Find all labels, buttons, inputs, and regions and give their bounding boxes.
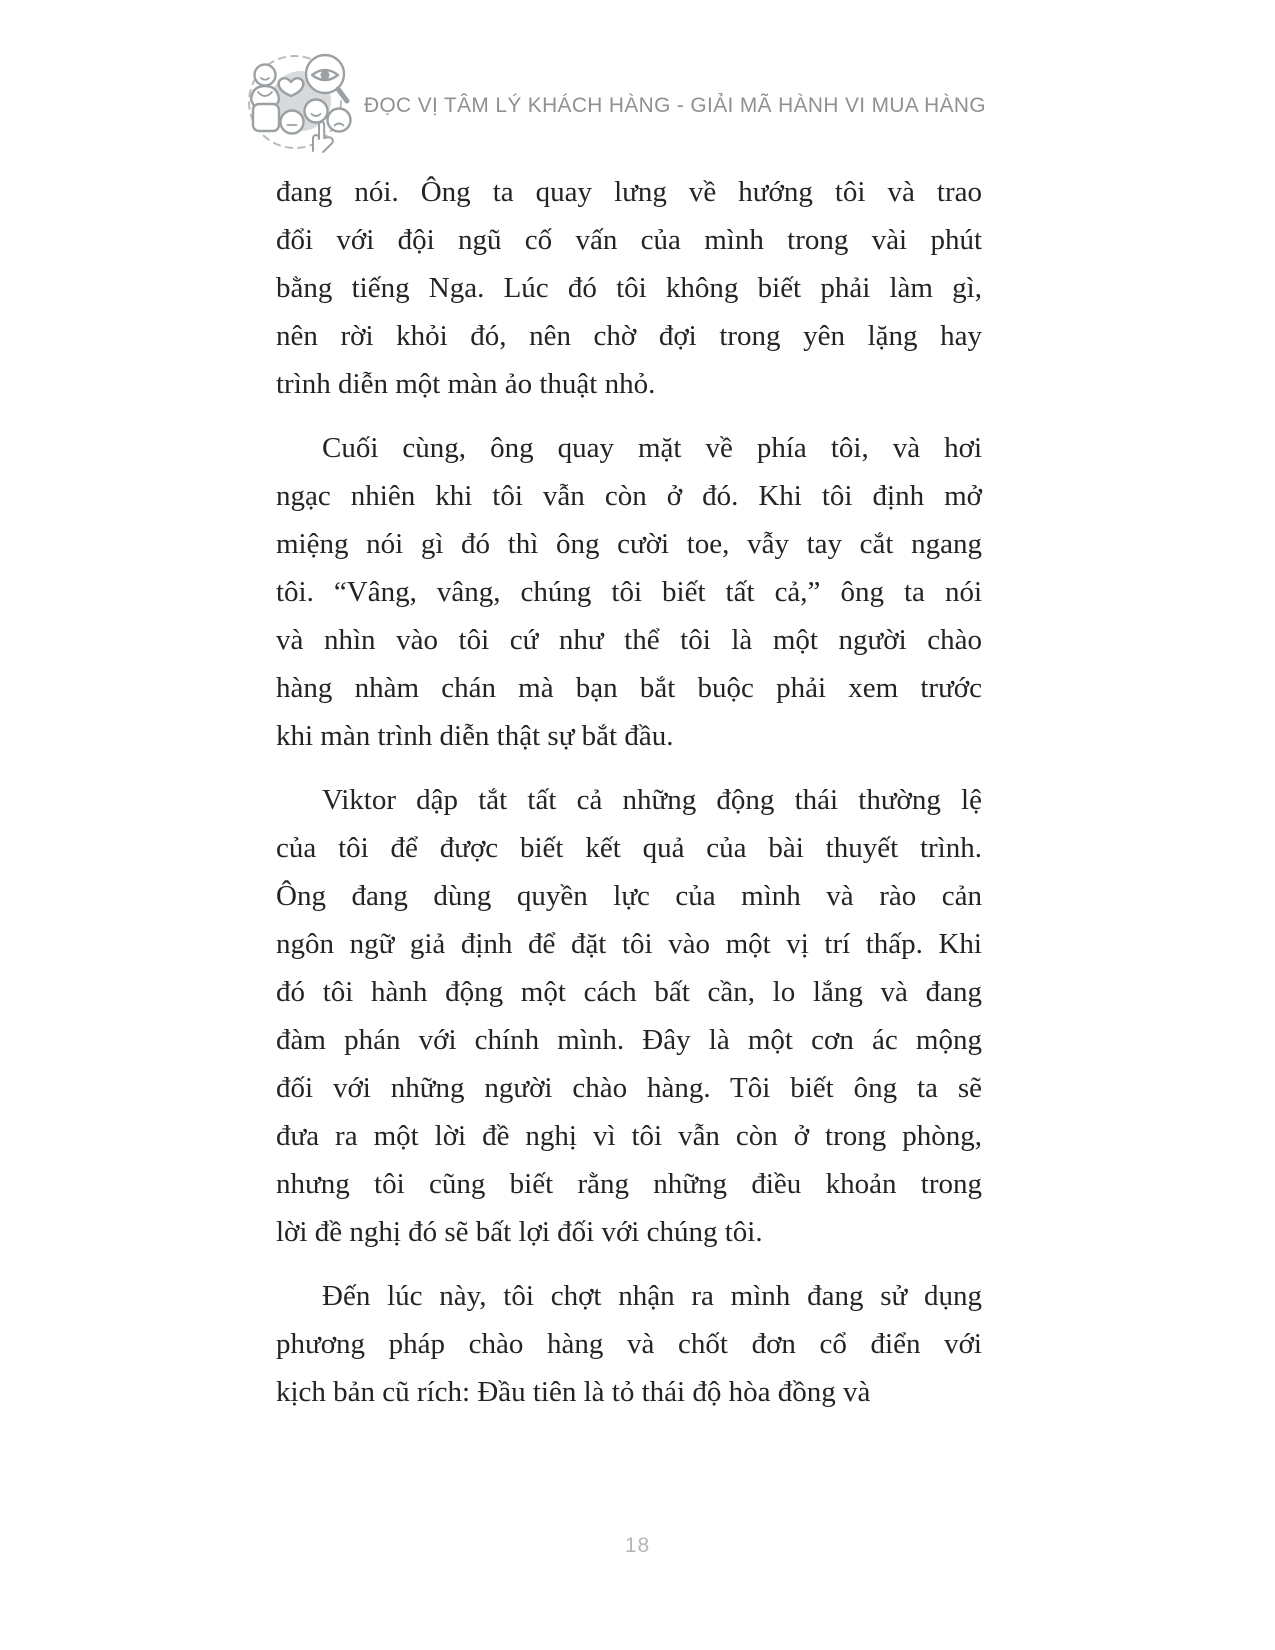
text-line: đó tôi hành động một cách bất cần, lo lắng và đang — [276, 976, 982, 1008]
text-line: đổi với đội ngũ cố vấn của mình trong vài phút — [276, 224, 982, 256]
text-line: ngạc nhiên khi tôi vẫn còn ở đó. Khi tôi định mở — [276, 480, 982, 512]
text-line: đưa ra một lời đề nghị vì tôi vẫn còn ở trong phòng, — [276, 1120, 982, 1152]
text-line: miệng nói gì đó thì ông cười toe, vẫy tay cắt ngang — [276, 528, 982, 560]
eye-pupil — [321, 71, 330, 80]
paragraph — [276, 168, 982, 408]
text-line: khi màn trình diễn thật sự bắt đầu. — [276, 720, 674, 752]
page-header — [238, 48, 1005, 162]
magnifier-handle — [338, 89, 347, 101]
text-line: Ông đang dùng quyền lực của mình và rào cản — [276, 880, 982, 912]
paragraph — [276, 776, 982, 1256]
text-line: lời đề nghị đó sẽ bất lợi đối với chúng tôi. — [276, 1216, 763, 1248]
text-line: phương pháp chào hàng và chốt đơn cổ điển với — [276, 1328, 982, 1360]
text-line: hàng nhàm chán mà bạn bắt buộc phải xem trước — [276, 672, 982, 704]
body-text — [276, 168, 982, 1432]
text-line: nên rời khỏi đó, nên chờ đợi trong yên lặng hay — [276, 320, 982, 352]
running-head-title: ĐỌC VỊ TÂM LÝ KHÁCH HÀNG - GIẢI MÃ HÀNH VI MUA HÀNG — [364, 92, 986, 117]
text-line: kịch bản cũ rích: Đầu tiên là tỏ thái độ hòa đồng và — [276, 1376, 871, 1408]
text-line: Cuối cùng, ông quay mặt về phía tôi, và hơi — [322, 432, 982, 464]
face-happy — [305, 100, 328, 123]
text-line: Đến lúc này, tôi chợt nhận ra mình đang sử dụng — [322, 1280, 982, 1312]
text-line: ngôn ngữ giả định để đặt tôi vào một vị trí thấp. Khi — [276, 928, 982, 960]
person-head — [255, 65, 276, 86]
paragraph — [276, 424, 982, 760]
text-line: và nhìn vào tôi cứ như thể tôi là một người chào — [276, 624, 982, 656]
paragraph — [276, 1272, 982, 1416]
face-sad — [328, 109, 351, 132]
customer-psychology-icon — [238, 48, 352, 162]
text-line: nhưng tôi cũng biết rằng những điều khoản trong — [276, 1168, 982, 1200]
page-number: 18 — [624, 1534, 651, 1557]
face-neutral — [281, 111, 304, 134]
shopping-bag — [253, 104, 279, 131]
text-line: Viktor dập tắt tất cả những động thái thường lệ — [322, 784, 982, 816]
text-line: của tôi để được biết kết quả của bài thuyết trình. — [276, 832, 982, 864]
text-line: đàm phán với chính mình. Đây là một cơn ác mộng — [276, 1024, 982, 1056]
text-line: bằng tiếng Nga. Lúc đó tôi không biết phải làm gì, — [276, 272, 982, 304]
text-line: trình diễn một màn ảo thuật nhỏ. — [276, 368, 656, 400]
text-line: đối với những người chào hàng. Tôi biết ông ta sẽ — [276, 1072, 982, 1104]
text-line: tôi. “Vâng, vâng, chúng tôi biết tất cả,” ông ta nói — [276, 576, 982, 608]
text-line: đang nói. Ông ta quay lưng về hướng tôi và trao — [276, 176, 982, 208]
